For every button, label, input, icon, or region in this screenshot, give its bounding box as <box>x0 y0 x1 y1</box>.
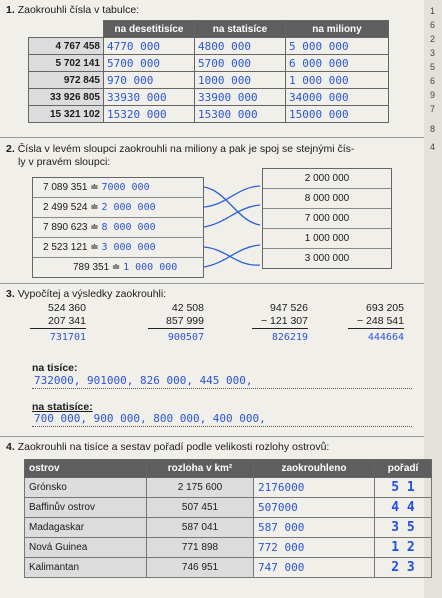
island-area: 507 451 <box>147 498 254 518</box>
rounded-answer[interactable]: 2176000 <box>254 478 375 498</box>
ex1-answer-cell[interactable]: 4800 000 <box>195 38 286 55</box>
ex1-answer-cell[interactable]: 1 000 000 <box>286 72 389 89</box>
section-divider <box>0 283 424 284</box>
ex3-calc-3 <box>252 302 308 344</box>
table-row <box>25 558 432 578</box>
ex2-connection-lines <box>202 177 262 277</box>
ex1-answer-cell[interactable]: 15320 000 <box>104 106 195 123</box>
rounded-answer[interactable]: 747 000 <box>254 558 375 578</box>
ex1-answer-cell[interactable]: 15000 000 <box>286 106 389 123</box>
list-item <box>33 178 203 198</box>
ex4-table <box>24 459 432 578</box>
ex3-answer-tisice[interactable]: 732000, 901000, 826 000, 445 000, <box>34 374 253 387</box>
ex1-table <box>28 20 389 123</box>
ex3-calc-4 <box>348 302 404 344</box>
calc-operand: 207 341 <box>30 315 86 329</box>
minus-sign: − <box>356 315 364 327</box>
calc-result[interactable]: 826219 <box>271 332 308 343</box>
table-row <box>29 38 389 55</box>
island-area: 771 898 <box>147 538 254 558</box>
ex2-left-answer[interactable]: 1 000 000 <box>123 262 178 273</box>
rank-answer[interactable]: 2 3 <box>375 558 432 578</box>
ex1-title-text: Zaokrouhli čísla v tabulce: <box>17 4 140 16</box>
label-na-statisice: na statisíce: <box>32 401 93 413</box>
island-name: Nová Guinea <box>25 538 147 558</box>
ex3-calc-2 <box>148 302 204 344</box>
ex1-answer-cell[interactable]: 6 000 000 <box>286 55 389 72</box>
table-row <box>25 478 432 498</box>
ex2-left-number: 2 499 524 ≐ <box>43 202 99 213</box>
margin-number: 5 <box>430 62 436 72</box>
ex1-answer-cell[interactable]: 15300 000 <box>195 106 286 123</box>
list-item: 3 000 000 <box>304 253 350 264</box>
ex1-title <box>6 4 139 16</box>
list-item <box>33 258 203 277</box>
ex2-left-number: 7 089 351 ≐ <box>43 182 99 193</box>
island-area: 2 175 600 <box>147 478 254 498</box>
margin-number: 3 <box>430 48 436 58</box>
ex1-answer-cell[interactable]: 33930 000 <box>104 89 195 106</box>
rank-answer[interactable]: 1 2 <box>375 538 432 558</box>
ex2-left-answer[interactable]: 3 000 000 <box>101 242 156 253</box>
margin-number: 7 <box>430 104 436 114</box>
list-item <box>33 198 203 218</box>
ex3-number: 3. <box>6 288 15 300</box>
ex2-left-answer[interactable]: 7000 000 <box>101 182 150 193</box>
rank-answer[interactable]: 3 5 <box>375 518 432 538</box>
ex1-answer-cell[interactable]: 34000 000 <box>286 89 389 106</box>
rounded-answer[interactable]: 772 000 <box>254 538 375 558</box>
calc-operand: 857 999 <box>148 315 204 329</box>
ex1-answer-cell[interactable]: 5 000 000 <box>286 38 389 55</box>
ex2-left-number: 789 351 ≐ <box>73 262 121 273</box>
list-item <box>33 218 203 238</box>
table-row <box>25 538 432 558</box>
calc-result[interactable]: 444664 <box>367 332 404 343</box>
rank-answer[interactable]: 5 1 <box>375 478 432 498</box>
section-divider <box>0 137 424 138</box>
calc-operand: 524 360 <box>48 302 86 314</box>
ex1-answer-cell[interactable]: 33900 000 <box>195 89 286 106</box>
ex3-answer-statisice[interactable]: 700 000, 900 000, 800 000, 400 000, <box>34 412 266 425</box>
ex4-title <box>6 441 329 453</box>
island-area: 746 951 <box>147 558 254 578</box>
ex4-header-poradi: pořadí <box>375 460 432 478</box>
ex2-number: 2. <box>6 143 15 155</box>
section-divider <box>0 436 424 437</box>
island-area: 587 041 <box>147 518 254 538</box>
list-item: 2 000 000 <box>263 169 391 189</box>
ex1-number: 1. <box>6 4 15 16</box>
ex1-answer-cell[interactable]: 4770 000 <box>104 38 195 55</box>
margin-number: 2 <box>430 34 436 44</box>
margin-number: 4 <box>430 142 436 152</box>
margin-number: 6 <box>430 76 436 86</box>
calc-operand: 947 526 <box>270 302 308 314</box>
ex1-header-empty <box>29 21 104 38</box>
island-name: Grónsko <box>25 478 147 498</box>
table-row <box>29 89 389 106</box>
rounded-answer[interactable]: 587 000 <box>254 518 375 538</box>
calc-operand-with-minus <box>252 315 308 329</box>
rounded-answer[interactable]: 507000 <box>254 498 375 518</box>
list-item: 1 000 000 <box>263 229 391 249</box>
ex1-answer-cell[interactable]: 5700 000 <box>104 55 195 72</box>
ex1-number-cell: 4 767 458 <box>29 38 104 55</box>
calc-operand: 121 307 <box>270 315 308 327</box>
table-row <box>25 498 432 518</box>
ex3-title-text: Vypočítej a výsledky zaokrouhli: <box>17 288 167 300</box>
calc-operand: 42 508 <box>171 302 204 314</box>
ex1-number-cell: 33 926 805 <box>29 89 104 106</box>
minus-sign: − <box>260 315 268 327</box>
ex4-header-rozloha: rozloha v km² <box>147 460 254 478</box>
ex1-number-cell: 15 321 102 <box>29 106 104 123</box>
calc-operand-with-minus <box>348 315 404 329</box>
ex4-header-ostrov: ostrov <box>25 460 147 478</box>
list-item <box>33 238 203 258</box>
ex2-title <box>6 143 354 169</box>
connector-line <box>204 205 260 227</box>
table-row <box>25 518 432 538</box>
margin-number: 8 <box>430 124 436 134</box>
ex2-title-line2: ly v pravém sloupci: <box>18 156 111 168</box>
ex2-title-line1: Čísla v levém sloupci zaokrouhli na miliony a pak je spoj se stejnými čís- <box>17 143 355 155</box>
table-row <box>29 55 389 72</box>
ex1-number-cell: 5 702 141 <box>29 55 104 72</box>
ex1-header-row <box>29 21 389 38</box>
margin-number: 9 <box>430 90 436 100</box>
list-item: 8 000 000 <box>263 189 391 209</box>
margin-number: 6 <box>430 20 436 30</box>
ex2-right-column <box>262 168 392 269</box>
table-row <box>29 106 389 123</box>
ex1-header-statisice: na statisíce <box>195 21 286 38</box>
ex4-number: 4. <box>6 441 15 453</box>
ex1-answer-cell[interactable]: 970 000 <box>104 72 195 89</box>
island-name: Baffinův ostrov <box>25 498 147 518</box>
calc-result[interactable]: 900507 <box>167 332 204 343</box>
calc-result[interactable]: 731701 <box>49 332 86 343</box>
list-item: 7 000 000 <box>263 209 391 229</box>
ex2-left-answer[interactable]: 2 000 000 <box>101 202 156 213</box>
island-name: Madagaskar <box>25 518 147 538</box>
calc-operand: 248 541 <box>366 315 404 327</box>
connector-line <box>204 247 260 265</box>
island-name: Kalimantan <box>25 558 147 578</box>
answer-dotted-line <box>32 388 412 389</box>
ex1-number-cell: 972 845 <box>29 72 104 89</box>
ex1-header-desetitisice: na desetitisíce <box>104 21 195 38</box>
ex4-header-zaokrouhleno: zaokrouhleno <box>254 460 375 478</box>
answer-dotted-line <box>32 426 412 427</box>
ex3-calc-1 <box>30 302 86 344</box>
ex1-answer-cell[interactable]: 5700 000 <box>195 55 286 72</box>
ex1-header-miliony: na miliony <box>286 21 389 38</box>
ex3-title <box>6 288 166 300</box>
ex1-answer-cell[interactable]: 1000 000 <box>195 72 286 89</box>
rank-answer[interactable]: 4 4 <box>375 498 432 518</box>
ex2-left-answer[interactable]: 8 000 000 <box>101 222 156 233</box>
label-na-tisice: na tisíce: <box>32 362 78 374</box>
ex2-left-column <box>32 177 204 278</box>
ex4-header-row <box>25 460 432 478</box>
margin-number: 1 <box>430 6 436 16</box>
ex2-left-number: 2 523 121 ≐ <box>43 242 99 253</box>
ex2-left-number: 7 890 623 ≐ <box>43 222 99 233</box>
ex4-title-text: Zaokrouhli na tisíce a sestav pořadí podle velikosti rozlohy ostrovů: <box>17 441 330 453</box>
table-row <box>29 72 389 89</box>
calc-operand: 693 205 <box>366 302 404 314</box>
